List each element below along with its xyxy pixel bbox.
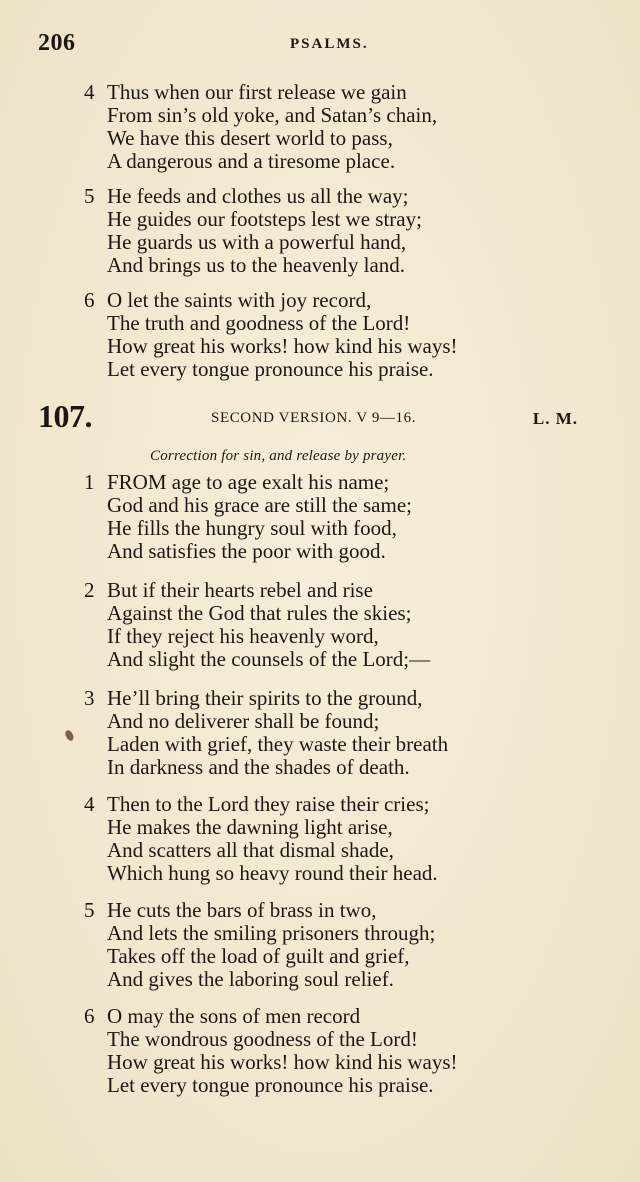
stanza-top-6 [84, 289, 584, 381]
running-head: PSALMS. [290, 36, 369, 52]
meter-label: L. M. [532, 409, 578, 428]
psalm-heading [38, 398, 582, 438]
verse-line: He’ll bring their spirits to the ground, [107, 686, 423, 710]
stanza-bottom-3 [84, 687, 584, 779]
stanza-top-5 [84, 185, 584, 277]
page-number: 206 [38, 30, 76, 56]
verse-line: He fills the hungry soul with food, [107, 516, 397, 540]
verse-line: And slight the counsels of the Lord;— [107, 647, 431, 671]
stanza-bottom-1 [84, 471, 584, 563]
verse-line: And no deliverer shall be found; [107, 709, 380, 733]
psalm-number: 107. [38, 398, 92, 434]
verse-line: If they reject his heavenly word, [107, 624, 379, 648]
verse-line: Then to the Lord they raise their cries; [107, 792, 430, 816]
stanza-number: 6 [84, 288, 95, 312]
verse-line: We have this desert world to pass, [107, 126, 393, 150]
verse-line: FROM age to age exalt his name; [107, 470, 390, 494]
verse-line: O let the saints with joy record, [107, 288, 372, 312]
stanza-number: 5 [84, 898, 95, 922]
psalm-subtitle: Correction for sin, and release by prayer. [150, 448, 407, 464]
stanza-bottom-2 [84, 579, 584, 671]
verse-line: And gives the laboring soul relief. [107, 967, 394, 991]
verse-line: And scatters all that dismal shade, [107, 838, 394, 862]
verse-line: Let every tongue pronounce his praise. [107, 1073, 434, 1097]
stanza-number: 4 [84, 80, 95, 104]
verse-line: And brings us to the heavenly land. [107, 253, 406, 277]
verse-line: He guides our footsteps lest we stray; [107, 207, 422, 231]
version-label: SECOND VERSION. V 9—16. [211, 410, 417, 426]
stanza-bottom-5 [84, 899, 584, 991]
stanza-number: 5 [84, 184, 95, 208]
verse-line: He guards us with a powerful hand, [107, 230, 407, 254]
verse-line: God and his grace are still the same; [107, 493, 412, 517]
verse-line: And lets the smiling prisoners through; [107, 921, 436, 945]
verse-line: Which hung so heavy round their head. [107, 861, 438, 885]
stanza-number: 6 [84, 1004, 95, 1028]
verse-line: The truth and goodness of the Lord! [107, 311, 411, 335]
stanza-number: 4 [84, 792, 95, 816]
stanza-bottom-4 [84, 793, 584, 885]
paper-blemish [63, 729, 75, 742]
verse-line: Against the God that rules the skies; [107, 601, 412, 625]
verse-line: Laden with grief, they waste their breath [107, 732, 449, 756]
verse-line: How great his works! how kind his ways! [107, 1050, 458, 1074]
stanza-bottom-6 [84, 1005, 584, 1097]
verse-line: How great his works! how kind his ways! [107, 334, 458, 358]
verse-line: O may the sons of men record [107, 1004, 361, 1028]
verse-line: Let every tongue pronounce his praise. [107, 357, 434, 381]
verse-line: The wondrous goodness of the Lord! [107, 1027, 418, 1051]
stanza-number: 2 [84, 578, 95, 602]
verse-line: He feeds and clothes us all the way; [107, 184, 409, 208]
stanza-number: 1 [84, 470, 95, 494]
verse-line: But if their hearts rebel and rise [107, 578, 373, 602]
verse-line: Takes off the load of guilt and grief, [107, 944, 410, 968]
verse-line: In darkness and the shades of death. [107, 755, 410, 779]
page-header [38, 30, 598, 64]
verse-line: A dangerous and a tiresome place. [107, 149, 396, 173]
verse-line: From sin’s old yoke, and Satan’s chain, [107, 103, 438, 127]
verse-line: Thus when our first release we gain [107, 80, 407, 104]
stanza-top-4 [84, 81, 584, 173]
verse-line: He makes the dawning light arise, [107, 815, 393, 839]
stanza-number: 3 [84, 686, 95, 710]
verse-line: And satisfies the poor with good. [107, 539, 386, 563]
verse-line: He cuts the bars of brass in two, [107, 898, 377, 922]
